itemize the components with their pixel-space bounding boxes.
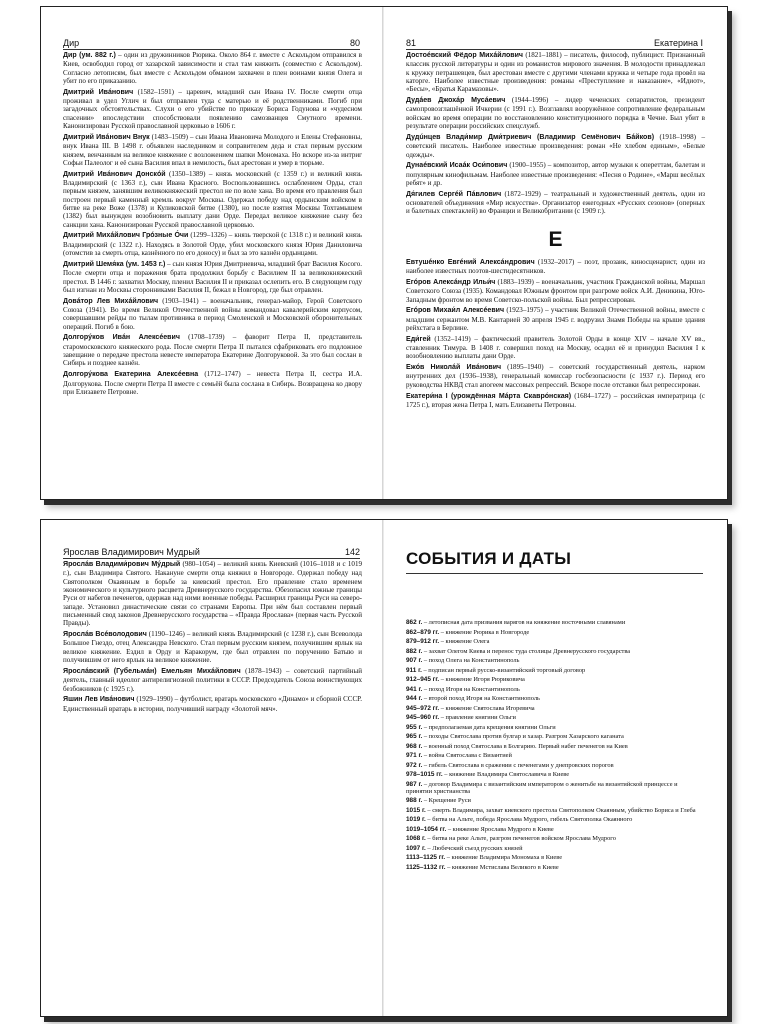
dictionary-entry — [406, 96, 705, 130]
date-item-text: – княжение Ярослава Мудрого в Киеве — [446, 825, 554, 833]
dictionary-entry — [63, 260, 362, 294]
dictionary-entry-text: (1350–1389) – князь московский (с 1359 г.) и великий князь Владимирский (с 1363 г.), сын Ивана Красного. Воспользовавшись ослаблением Орды, стал первым князем, занявшим великокняжеский престол не по воле хана. Во время его правления был построен первый каменный кремль вокруг Москвы. Одержал победу над ордынским войском в битве на реке Воже (1378) и Куликовской битве (1380), но после взятия Москвы Тохтамышем (1382) был вынужден возобновить выплату дани Орде. Передал великое княжение сыну без санкции хана. Канонизирован Русской православной церковью. — [63, 169, 362, 229]
dictionary-entry-head: Егóров Алексáндр Ильи́ч — [406, 278, 496, 286]
date-item-text: – княжение Мстислава Великого в Киеве — [445, 863, 559, 871]
dictionary-entry — [406, 392, 705, 410]
date-item-text: – военный поход Святослава в Болгарию. Первый набег печенегов на Киев — [422, 742, 628, 750]
dictionary-entry — [406, 363, 705, 389]
dictionary-entry-head: Ярослáвский (Губельмáн) Емельян Михáйлович — [63, 667, 241, 675]
date-item — [406, 695, 703, 702]
date-item-text: – война Святослава с Византией — [422, 752, 512, 759]
dictionary-entry-head: Егóров Михаи́л Алексéевич — [406, 307, 505, 315]
dictionary-entry-text: (1190–1246) – великий князь Владимирский (с 1238 г.), сын Всеволода Большое Гнездо, отец Александра Невского. Стал первым русским князем, получившим ярлык на великое княжение. Ездил в Орду и Каракорум, где был отравлен по поручению Батыю и получившим от него ярлык на великое княжение. — [63, 630, 363, 665]
dictionary-entry-text: (1582–1591) – царевич, младший сын Ивана IV. После смерти отца проживал в удел Углич и был отправлен туда с матерью и её родственниками. Погиб при загадочных обстоятельствах. Слухи о его убийстве по приказу Бориса Годунова и «чудесном спасении» впоследствии способствовали появлению самозванцев Смутного времени. Канонизирован Русской православной церковью в 1606 г. — [63, 87, 362, 131]
date-item-head: 968 г. — [406, 742, 423, 750]
entries-column — [63, 51, 362, 399]
date-item-text: – походы Святослава против булгар и хазар. Разгром Хазарского каганата — [422, 733, 624, 740]
date-item — [406, 835, 703, 842]
section-title: СОБЫТИЯ И ДАТЫ — [406, 549, 703, 574]
date-item-text: – гибель Святослава в сражении с печенегами у днепровских порогов — [422, 761, 614, 769]
date-item — [406, 807, 703, 814]
dictionary-entry-text: (1872–1929) – театральный и художественный деятель, один из основателей объединения «Мир искусства». Организатор ежегодных «Русских сезонов» (оперных и балетных спектаклей) во Франции и Великобритании (с 1909 г.). — [406, 189, 705, 216]
date-item-text: – княжение Владимира Святославича в Киеве — [442, 771, 570, 778]
section-letter: Е — [548, 227, 563, 251]
date-item — [406, 826, 703, 833]
date-item — [406, 864, 703, 871]
dictionary-entry-text: (1929–1990) – футболист, вратарь московского «Динамо» и сборной СССР. Единственный вратарь в истории, получивший награду «Золотой мяч». — [63, 695, 362, 713]
dictionary-entry-text: (1483–1509) – сын Ивана Ивановича Молодого и Елены Стефановны, внук Ивана III. В 1498 г. объявлен наследником и соправителем деда и стал первым русским князем, венчанным на великое княжение с возложением шапки Мономаха. Но вскоре из-за интриг Софьи Палеолог и её сына Василия впал в немилость, был арестован и умер в тюрьме. — [63, 132, 362, 167]
date-item — [406, 648, 703, 655]
dictionary-entry-head: Долгорýкова Екатерина Алексéевна — [63, 371, 199, 379]
events-dates-page — [384, 520, 725, 1016]
dictionary-entry — [63, 231, 362, 257]
dictionary-entry-text: (1878–1943) – советский партийный деятель, главный идеолог антирелигиозной политики в СССР. Председатель Союза воинствующих безбожников (с 1925 г.). — [63, 666, 363, 693]
date-item-head: 1015 г. — [406, 806, 426, 814]
dictionary-entry-head: Ежóв Николáй Ивáнович — [406, 364, 502, 372]
dictionary-entry-head: Ярослáв Владими́рович Мýдрый — [63, 561, 181, 568]
date-item-head: 1019–1054 гг. — [406, 825, 447, 833]
dictionary-entry — [63, 170, 362, 229]
dictionary-entry-head: Яшин Лев Ивáнович — [63, 696, 135, 704]
dates-list — [406, 619, 703, 873]
page-142 — [41, 520, 382, 1016]
date-item — [406, 762, 703, 769]
date-item-head: 862–879 гг. — [406, 628, 440, 636]
date-item-text: – предполагаемая дата крещения княгини Ольги — [422, 723, 556, 731]
running-head-title: Екатерина I — [654, 38, 703, 48]
date-item-text: – смерть Владимира, захват киевского престола Святополком Окаянным, убийство Бориса и Глеба — [425, 806, 696, 814]
date-item — [406, 667, 703, 674]
dictionary-entry-head: Дудáев Джохáр Мусáевич — [406, 97, 506, 105]
entries-column — [406, 51, 705, 412]
date-item — [406, 629, 703, 636]
dictionary-entry — [406, 335, 705, 361]
date-item-head: 862 г. — [406, 619, 423, 626]
entries-column — [63, 560, 362, 715]
date-item — [406, 619, 703, 626]
dictionary-entry-head: Екатери́на I (урождённая Мáрта Скавро́нская) — [406, 392, 572, 400]
dictionary-entry-text: (980–1054) – великий князь Киевский (1016–1018 и с 1019 г.), сын Владимира Святого. Накануне смерти отца княжил в Новгороде. Одержал победу над Святополком Окаянным в борьбе за киевский престол. Его правление стало временем экономического и культурного расцвета Древнерусского государства. Обезопасил южные границы Руси от набегов печенегов, одержав над ними военные победы. Расширил границы Руси на северо-западе. Установил династические связи со странами Европы. При нём был составлен первый письменный свод законов Древнерусского государства – «Правда Ярослава» (первая часть Русской Правды). — [63, 560, 362, 628]
dictionary-entry-text: (1299–1326) – князь тверской (с 1318 г.) и великий князь Владимирский (с 1322 г.). Находясь в Золотой Орде, убил московского князя Юрия Даниловича (отомстив за смерть отца, казнённого по его доносу) и был за это казнён ордынцами. — [63, 231, 362, 258]
date-item-text: – княжение Олега — [439, 638, 490, 645]
dictionary-entry-text: (1684–1727) – российская императрица (с 1725 г.), вторая жена Петра I, мать Елизаветы Петровны. — [406, 391, 705, 409]
date-item-head: 978–1015 гг. — [406, 771, 443, 778]
date-item-head: 988 г. — [406, 797, 423, 805]
dictionary-entry-text: (1708–1739) – фаворит Петра II, представитель старомосковского княжеского рода. После смерти Петра II пытался сфабриковать его подложное завещание о передаче престола невесте императора Екатерине Долгоруковой. За это был сослан в Сибирь и позднее казнён. — [63, 333, 363, 368]
dictionary-entry — [406, 278, 705, 304]
date-item — [406, 676, 703, 683]
date-item-text: – княжение Рюрика в Новгороде — [439, 628, 530, 636]
running-head — [63, 545, 360, 559]
dictionary-entry-text: (1895–1940) – советский государственный деятель, нарком внутренних дел (1936–1938), генеральный комиссар госбезопасности (с 1937 г.). Период его руководства НКВД стал апогеем массовых репрессий. Вскоре после отставки был репрессирован. — [406, 363, 706, 389]
dictionary-entry — [406, 306, 705, 332]
date-item-head: 972 г. — [406, 761, 423, 769]
page-80 — [41, 7, 382, 499]
dictionary-entry-text: (1900–1955) – композитор, автор музыки к опереттам, балетам и популярным кинофильмам. Наиболее известные произведения: «Песня о Родине», «Марш весёлых ребят» и др. — [406, 161, 705, 187]
dictionary-entry-head: Дмитрий Ивáнович Донскóй — [63, 170, 166, 178]
date-item — [406, 771, 703, 778]
running-head-title: Дир — [63, 38, 80, 48]
date-item-head: 945–972 гг. — [406, 704, 440, 712]
page-number: 142 — [344, 547, 360, 557]
page-81 — [384, 7, 725, 499]
dictionary-entry-head: Достоéвский Фёдор Михáйлович — [406, 52, 524, 59]
dictionary-entry-head: Дудúнцев Влади́мир Дми́триевич (Владимир Семёнович Бáйков) — [406, 133, 655, 141]
date-item-text: – подписан первый русско-византийский торговый договор — [421, 666, 586, 674]
dictionary-entry-text: (1821–1881) – писатель, философ, публицист. Признанный классик русской литературы и один из романистов мирового значения. В молодости принадлежал к кружку петрашевцев, был арестован вместе с другими членами кружка и четыре года провёл на каторге. Наиболее известные произведения: романы «Преступление и наказание», «Идиот», «Бесы», «Братья Карамазовы». — [406, 51, 705, 94]
date-item-text: – поход Игоря на Константинополь — [422, 685, 520, 693]
dictionary-entry-text: (1903–1941) – военачальник, генерал-майор, Герой Советского Союза (1941). Во время Великой Отечественной войны командовал кавалерийским корпусом, совершавшим рейды по тылам противника в период Смоленской и Московской оборонительных операций. Погиб в бою. — [63, 296, 362, 331]
dictionary-entry — [406, 51, 705, 94]
date-item-head: 955 г. — [406, 723, 423, 731]
dictionary-entry-head: Довáтор Лев Михáйлович — [63, 297, 159, 305]
dictionary-entry-head: Дмитрий Михáйлович Грóзные Óчи — [63, 232, 189, 240]
dictionary-entry — [63, 695, 362, 713]
date-item — [406, 714, 703, 721]
date-item-head: 944 г. — [406, 695, 423, 702]
date-item — [406, 752, 703, 759]
top-book-spread — [40, 6, 728, 500]
date-item-head: 1097 г. — [406, 844, 426, 852]
dictionary-entry — [63, 333, 362, 367]
date-item-head: 987 г. — [406, 780, 423, 788]
bottom-book-spread — [40, 519, 728, 1017]
dictionary-entry-text: – один из дружинников Рюрика. Около 864 г. вместе с Аскольдом отправился в Киев, освободил город от хазарской зависимости и стал там княжить (совместно с Аскольдом). Согласно летописям, был вместе с Аскольдом обманом захвачен в плен воинами князя Олега и убит по его приказанию. — [63, 51, 362, 86]
dictionary-entry — [63, 560, 362, 628]
dictionary-entry-head: Дя́гилев Сергéй Пáвлович — [406, 190, 502, 198]
date-item-text: – летописная дата призвания варягов на княжение восточными славянами — [422, 619, 626, 626]
date-item-head: 1068 г. — [406, 835, 426, 843]
date-item — [406, 733, 703, 740]
date-item-text: – захват Олегом Киева и перенос туда столицы Древнерусского государства — [422, 647, 631, 655]
date-item-text: – договор Владимира с византийским императором о женитьбе на византийской принцессе и принятии христианства — [406, 780, 678, 795]
date-item-text: – битва на реке Альте, разгром печенегов войском Ярослава Мудрого — [425, 835, 616, 843]
date-item — [406, 743, 703, 750]
page-number: 80 — [349, 38, 360, 48]
dictionary-entry-text: (1944–1996) – лидер чеченских сепаратистов, президент самопровозглашённой Ичкерии (с 1991 г.). Возглавлял вооружённое сопротивление федеральным войскам во время операции по восстановлению конституционного порядка в Чечне. Был убит в результате операции российских спецслужб. — [406, 96, 705, 131]
date-item — [406, 657, 703, 664]
dictionary-entry-head: Дмитрий Ивáнович Внук — [63, 133, 150, 141]
date-item-text: – правление княгини Ольги — [439, 714, 516, 721]
dictionary-entry — [406, 133, 705, 159]
date-item — [406, 797, 703, 804]
dictionary-entry — [63, 297, 362, 331]
date-item — [406, 781, 703, 796]
date-item-text: – поход Олега на Константинополь — [422, 657, 520, 664]
dictionary-entry-head: Дмитрий Ивáнович — [63, 88, 134, 96]
date-item-head: 912–945 гг. — [406, 676, 440, 683]
dictionary-entry-head: Еди́гей — [406, 335, 431, 343]
date-item-head: 965 г. — [406, 733, 423, 740]
dictionary-entry-text: (1923–1975) – участник Великой Отечественной войны, вместе с младшим сержантом М.В. Кантарией 30 апреля 1945 г. водрузил Знамя Победы на крыше здания рейхстага в Берлине. — [406, 306, 705, 332]
date-item-head: 882 г. — [406, 647, 423, 655]
date-item-head: 879–912 гг. — [406, 638, 440, 645]
dictionary-entry — [63, 370, 362, 396]
dictionary-entry — [63, 133, 362, 167]
running-head — [406, 36, 703, 50]
dictionary-entry-head: Дмитрий Шемя́ка (ум. 1453 г.) — [63, 260, 166, 268]
dictionary-entry-text: – сын князя Юрия Дмитриевича, младший брат Василия Косого. После смерти отца и поражения брата продолжил борьбу с Василием II за великокняжеский престол. В 1446 г. захватил Москву, пленил Василия II и приказал ослепить его. В следующем году был изгнан из Москвы сторонниками Василия II, бежал в Новгород, где был отравлен. — [63, 259, 362, 294]
dictionary-entry-text: (1712–1747) – невеста Петра II, сестра И.А. Долгорукова. После смерти Петра II вместе с семьёй была сослана в Сибирь. Возвращена ко двору при Елизавете Петровне. — [63, 370, 362, 396]
running-head-title: Ярослав Владимирович Мудрый — [63, 547, 200, 557]
dictionary-entry-text: (1932–2017) – поэт, прозаик, киносценарист, один из наиболее известных поэтов-шестидесятников. — [406, 257, 705, 276]
dictionary-entry — [63, 667, 362, 693]
dictionary-entry — [406, 190, 705, 216]
date-item — [406, 816, 703, 823]
date-item-head: 911 г. — [406, 666, 422, 674]
date-item — [406, 686, 703, 693]
dictionary-entry-text: (1883–1939) – военачальник, участник Гражданской войны, Маршал Советского Союза (1935). Командовал Южным фронтом при разгроме войск А.И. Деникина, Юго-Западным фронтом во время Советско-польской войны. Был репрессирован. — [406, 277, 705, 304]
date-item-head: 907 г. — [406, 657, 423, 664]
dictionary-entry-head: Дир (ум. 882 г.) — [63, 52, 116, 59]
date-item-head: 1113–1125 гг. — [406, 854, 446, 862]
dictionary-entry-text: (1352–1419) – фактический правитель Золотой Орды в конце XIV – начале XV вв., ставленник Тимура. В 1408 г. совершил поход на Москву, осадил её и принудил Василия I к возобновлению выплаты дани Орде. — [406, 334, 705, 361]
date-item-head: 1019 г. — [406, 816, 426, 824]
date-item-text: – Крещение Руси — [422, 797, 471, 805]
date-item-head: 971 г. — [406, 752, 423, 759]
dictionary-entry-head: Евтушéнко Евгéний Алексáндрович — [406, 258, 535, 266]
dictionary-entry-text: (1918–1998) – советский писатель. Наиболее известные произведения: роман «Не хлебом единым», «Белые одежды». — [406, 132, 705, 159]
dictionary-entry — [63, 51, 362, 85]
date-item-text: – княжение Игоря Рюриковича — [439, 676, 525, 683]
date-item-text: – княжение Владимира Мономаха в Киеве — [445, 854, 563, 862]
date-item-text: – княжение Святослава Игоревича — [439, 704, 535, 712]
date-item — [406, 854, 703, 861]
dictionary-entry — [406, 161, 705, 187]
running-head — [63, 36, 360, 50]
date-item-text: – Любечский съезд русских князей — [425, 844, 523, 852]
date-item-text: – второй поход Игоря на Константинополь — [422, 695, 540, 702]
dictionary-entry-head: Ярослáв Всéволодович — [63, 631, 147, 639]
dictionary-entry — [63, 88, 362, 131]
date-item-head: 1125–1132 гг. — [406, 863, 446, 871]
date-item — [406, 638, 703, 645]
date-item-head: 945–960 гг. — [406, 714, 440, 721]
date-item-text: – битва на Альте, победа Ярослава Мудрого, гибель Святополка Окаянного — [425, 816, 633, 824]
date-item-head: 941 г. — [406, 685, 423, 693]
page-number: 81 — [406, 38, 417, 48]
date-item — [406, 845, 703, 852]
dictionary-entry — [406, 258, 705, 276]
dictionary-entry-head: Долгорýков Ивáн Алексéевич — [63, 334, 180, 342]
date-item — [406, 724, 703, 731]
date-item — [406, 705, 703, 712]
dictionary-entry — [63, 630, 362, 664]
dictionary-entry-head: Дунаéвский Исаáк Оси́пович — [406, 162, 508, 170]
